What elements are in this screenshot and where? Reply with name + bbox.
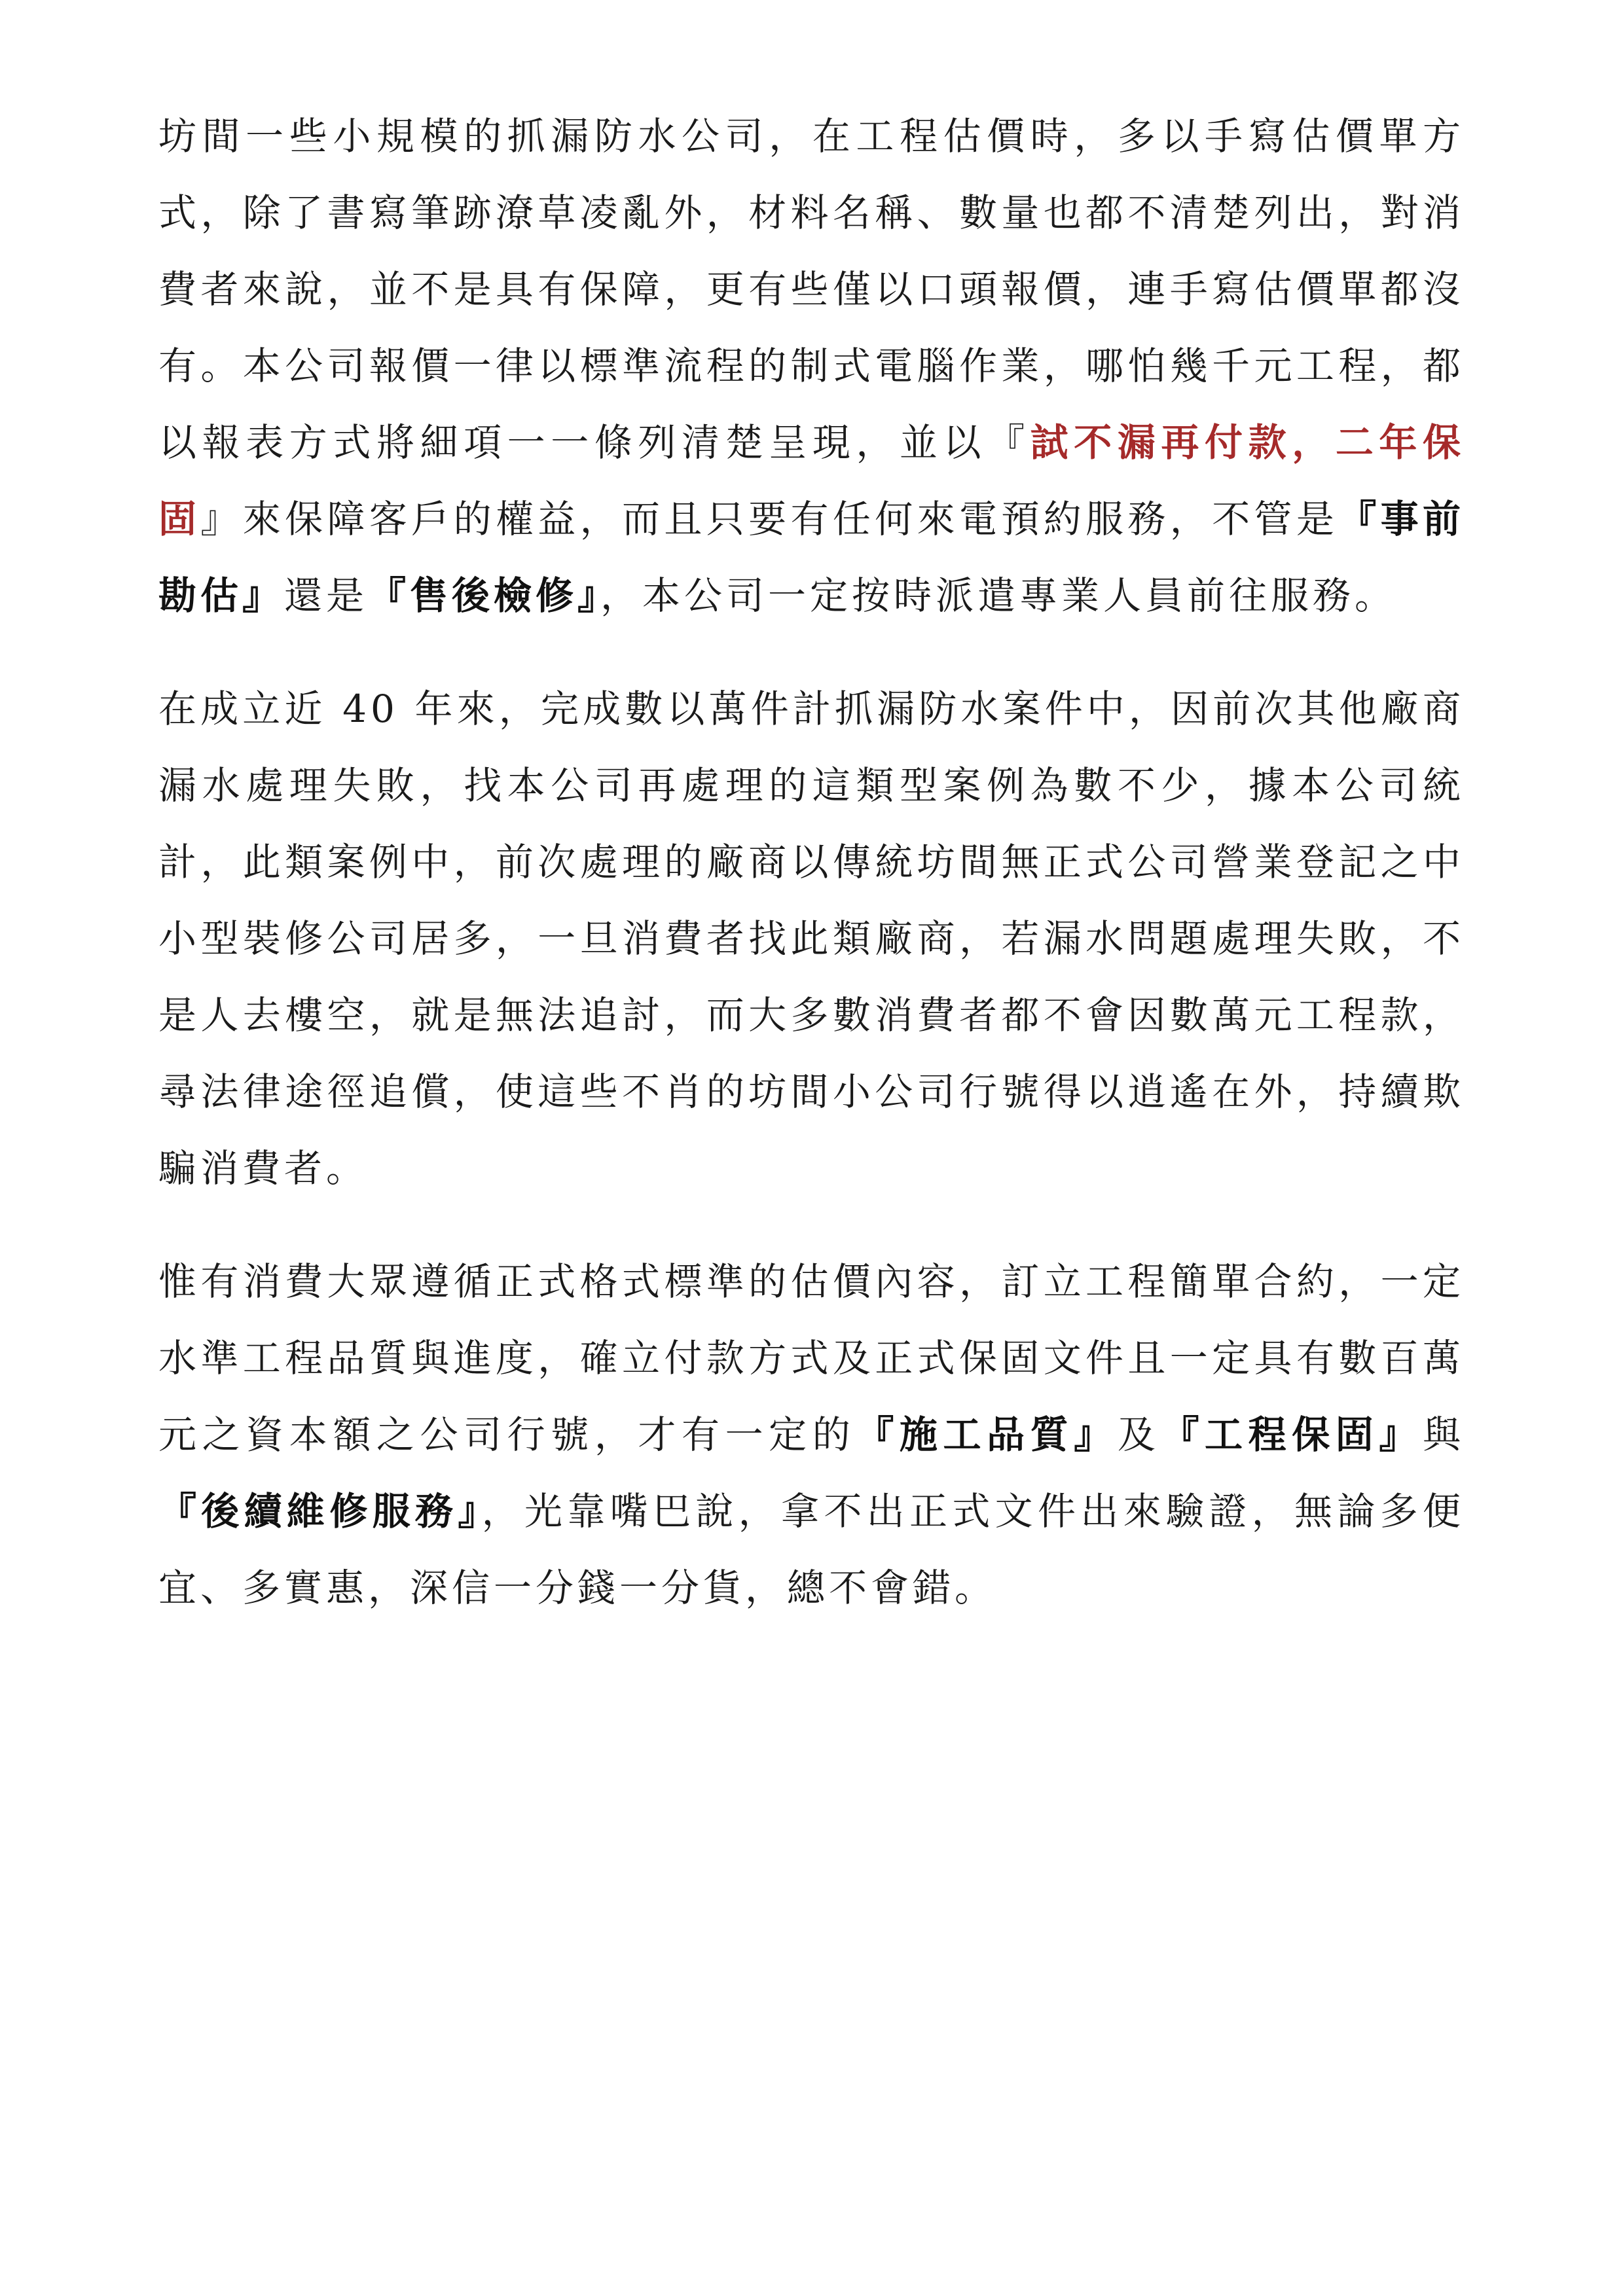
construction-quality-emphasis: 『施工品質』 [856, 1412, 1118, 1457]
paragraph-1 [158, 98, 1465, 634]
paragraph-1-text-3: 還是 [284, 573, 369, 618]
after-sales-repair-emphasis: 『售後檢修』 [368, 573, 601, 618]
paragraph-1-text-4: ，本公司一定按時派遣專業人員前往服務。 [600, 573, 1397, 618]
paragraph-3 [158, 1244, 1465, 1626]
paragraph-3-text-1: 惟有消費大眾遵循正式格式標準的估價內容，訂立工程簡單合約，一定水準工程品質與進度，確立付款方式及正式保固文件且一定具有數百萬元之資本額之公司行號，才有一定的 [158, 1259, 1465, 1457]
paragraph-1-text-2: 』來保障客戶的權益，而且只要有任何來電預約服務，不管是 [200, 497, 1339, 541]
paragraph-3-text-3: 與 [1422, 1412, 1465, 1457]
paragraph-2-text-1: 在成立近 40 年來，完成數以萬件計抓漏防水案件中，因前次其他廠商漏水處理失敗，找本公司再處理的這類型案例為數不少，據本公司統計，此類案例中，前次處理的廠商以傳統坊間無正式公司營業登記之中小型裝修公司居多，一旦消費者找此類廠商，若漏水問題處理失敗，不是人去樓空，就是無法追討，而大多數消費者都不會因數萬元工程款，尋法律途徑追償，使這些不肖的坊間小公司行號得以逍遙在外，持續欺騙消費者。 [158, 687, 1465, 1191]
document-body [158, 98, 1465, 1663]
engineering-warranty-emphasis: 『工程保固』 [1161, 1412, 1423, 1457]
warranty-highlight: 試不漏再付款，二年保固 [158, 420, 1465, 541]
paragraph-2 [158, 671, 1465, 1207]
pre-inspection-emphasis: 『事前勘估』 [158, 497, 1465, 618]
paragraph-1-text-1: 坊間一些小規模的抓漏防水公司，在工程估價時，多以手寫估價單方式，除了書寫筆跡潦草凌亂外，材料名稱、數量也都不清楚列出，對消費者來說，並不是具有保障，更有些僅以口頭報價，連手寫估價單都沒有。本公司報價一律以標準流程的制式電腦作業，哪怕幾千元工程，都以報表方式將細項一一條列清楚呈現，並以『 [158, 114, 1465, 465]
maintenance-service-emphasis: 『後續維修服務』 [158, 1489, 482, 1534]
paragraph-3-text-2: 及 [1117, 1412, 1161, 1457]
paragraph-3-text-4: ，光靠嘴巴說，拿不出正式文件出來驗證，無論多便宜、多實惠，深信一分錢一分貨，總不會錯。 [158, 1489, 1465, 1610]
